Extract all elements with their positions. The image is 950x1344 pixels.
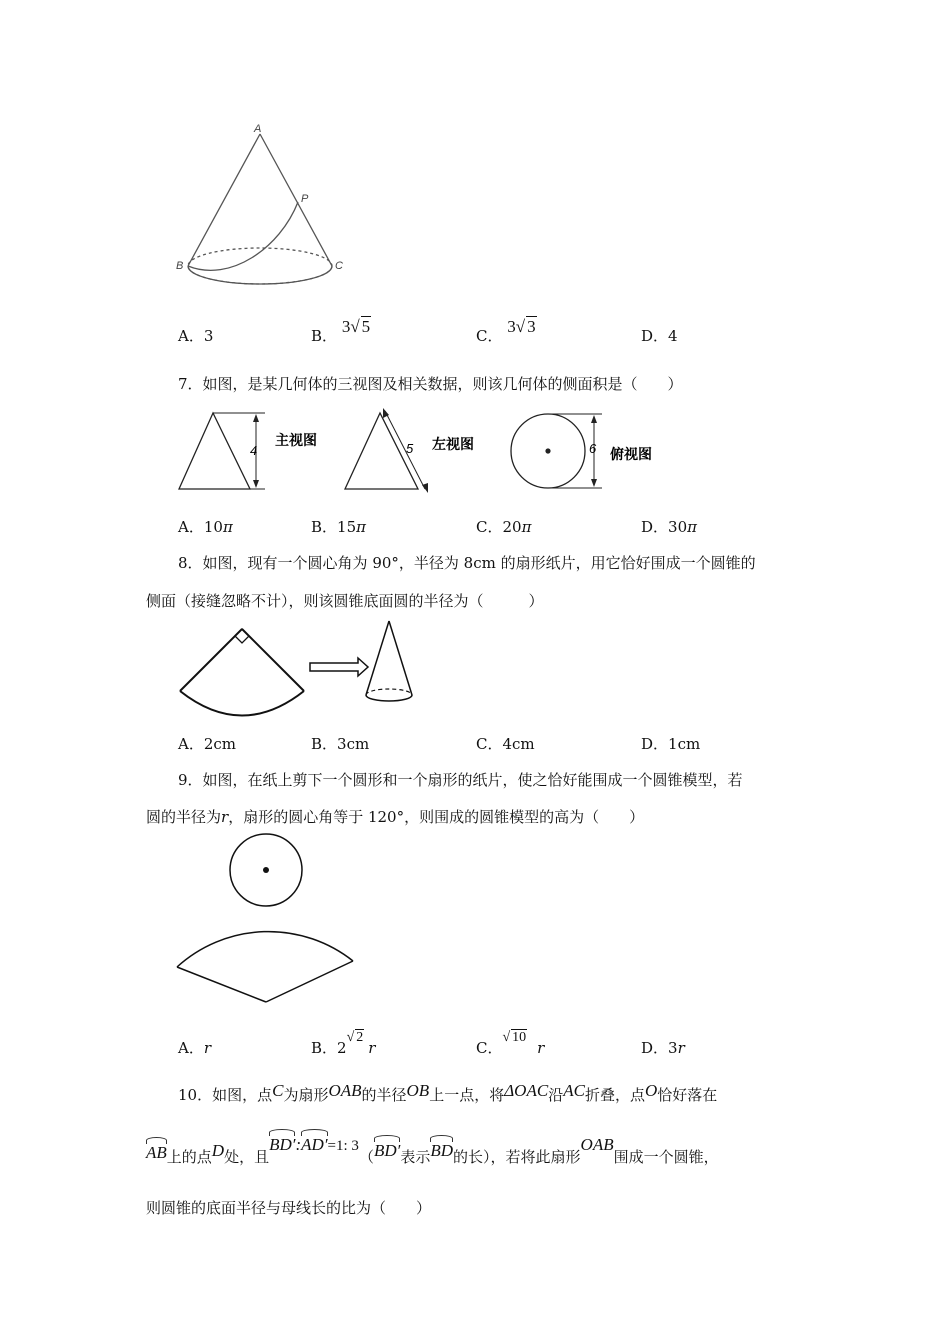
three-view-figure-q7 [170,405,690,500]
q6-option-c-value: 3√ 3 [507,317,536,336]
q7-stem: 7．如图，是某几何体的三视图及相关数据，则该几何体的侧面积是（ ） [178,375,683,393]
front-view-label: 主视图 [275,432,317,448]
q7-option-b[interactable]: B．15π [311,518,366,536]
q9-stem-line2: 圆的半径为r，扇形的圆心角等于 120°，则围成的圆锥模型的高为（ ） [146,808,645,826]
q10-stem-line3: 则圆锥的底面半径与母线长的比为（ ） [146,1199,432,1217]
label-p: P [301,193,309,205]
q8-stem-line2: 侧面（接缝忽略不计），则该圆锥底面圆的半径为（ ） [146,592,544,610]
q6-option-b[interactable] [311,317,371,346]
q6-option-a[interactable]: A．3 [178,327,214,345]
q8-option-c[interactable]: C．4cm [476,735,535,753]
q6-option-c-prefix: C． [476,327,503,345]
cone-figure-q6 [170,118,350,288]
sector-to-cone-figure-q8 [170,615,450,725]
q8-option-d[interactable]: D．1cm [641,735,701,753]
side-view-value: 5 [406,441,414,456]
circle-sector-figure-q9 [170,830,370,1010]
q7-option-d[interactable]: D．30π [641,518,697,536]
q8-option-b[interactable]: B．3cm [311,735,370,753]
q6-option-b-prefix: B． [311,327,338,345]
q9-option-a[interactable]: A．r [178,1039,212,1057]
q10-stem-line2: AB上的点D处，且BD′:AD′=1: 3（BD′表示BD的长），若将此扇形OAB围成一个圆锥， [146,1135,719,1166]
label-a: A [254,123,262,135]
q9-stem-line1: 9．如图，在纸上剪下一个圆形和一个扇形的纸片，使之恰好能围成一个圆锥模型，若 [178,771,743,789]
front-view-value: 4 [250,443,258,458]
top-view-value: 6 [589,441,597,456]
q8-option-a[interactable]: A．2cm [178,735,237,753]
q7-option-a[interactable]: A．10π [178,518,233,536]
q9-option-b[interactable]: B．2√ 2r [311,1030,376,1057]
label-c: C [335,260,343,272]
side-view-label: 左视图 [432,436,474,452]
top-view-label: 俯视图 [610,446,652,462]
q6-option-c[interactable] [476,317,537,346]
q6-option-d[interactable]: D．4 [641,327,678,345]
q8-stem-line1: 8．如图，现有一个圆心角为 90°，半径为 8cm 的扇形纸片，用它恰好围成一个圆锥的 [178,554,756,572]
label-b: B [176,260,184,272]
q9-option-c[interactable]: C．√ 10r [476,1030,545,1057]
q9-option-d[interactable]: D．3r [641,1039,685,1057]
q7-option-c[interactable]: C．20π [476,518,532,536]
q6-option-b-value: 3√ 5 [341,317,371,336]
q10-stem-line1: 10．如图，点C为扇形OAB的半径OB上一点，将ΔOAC沿AC折叠，点O恰好落在 [178,1081,718,1104]
